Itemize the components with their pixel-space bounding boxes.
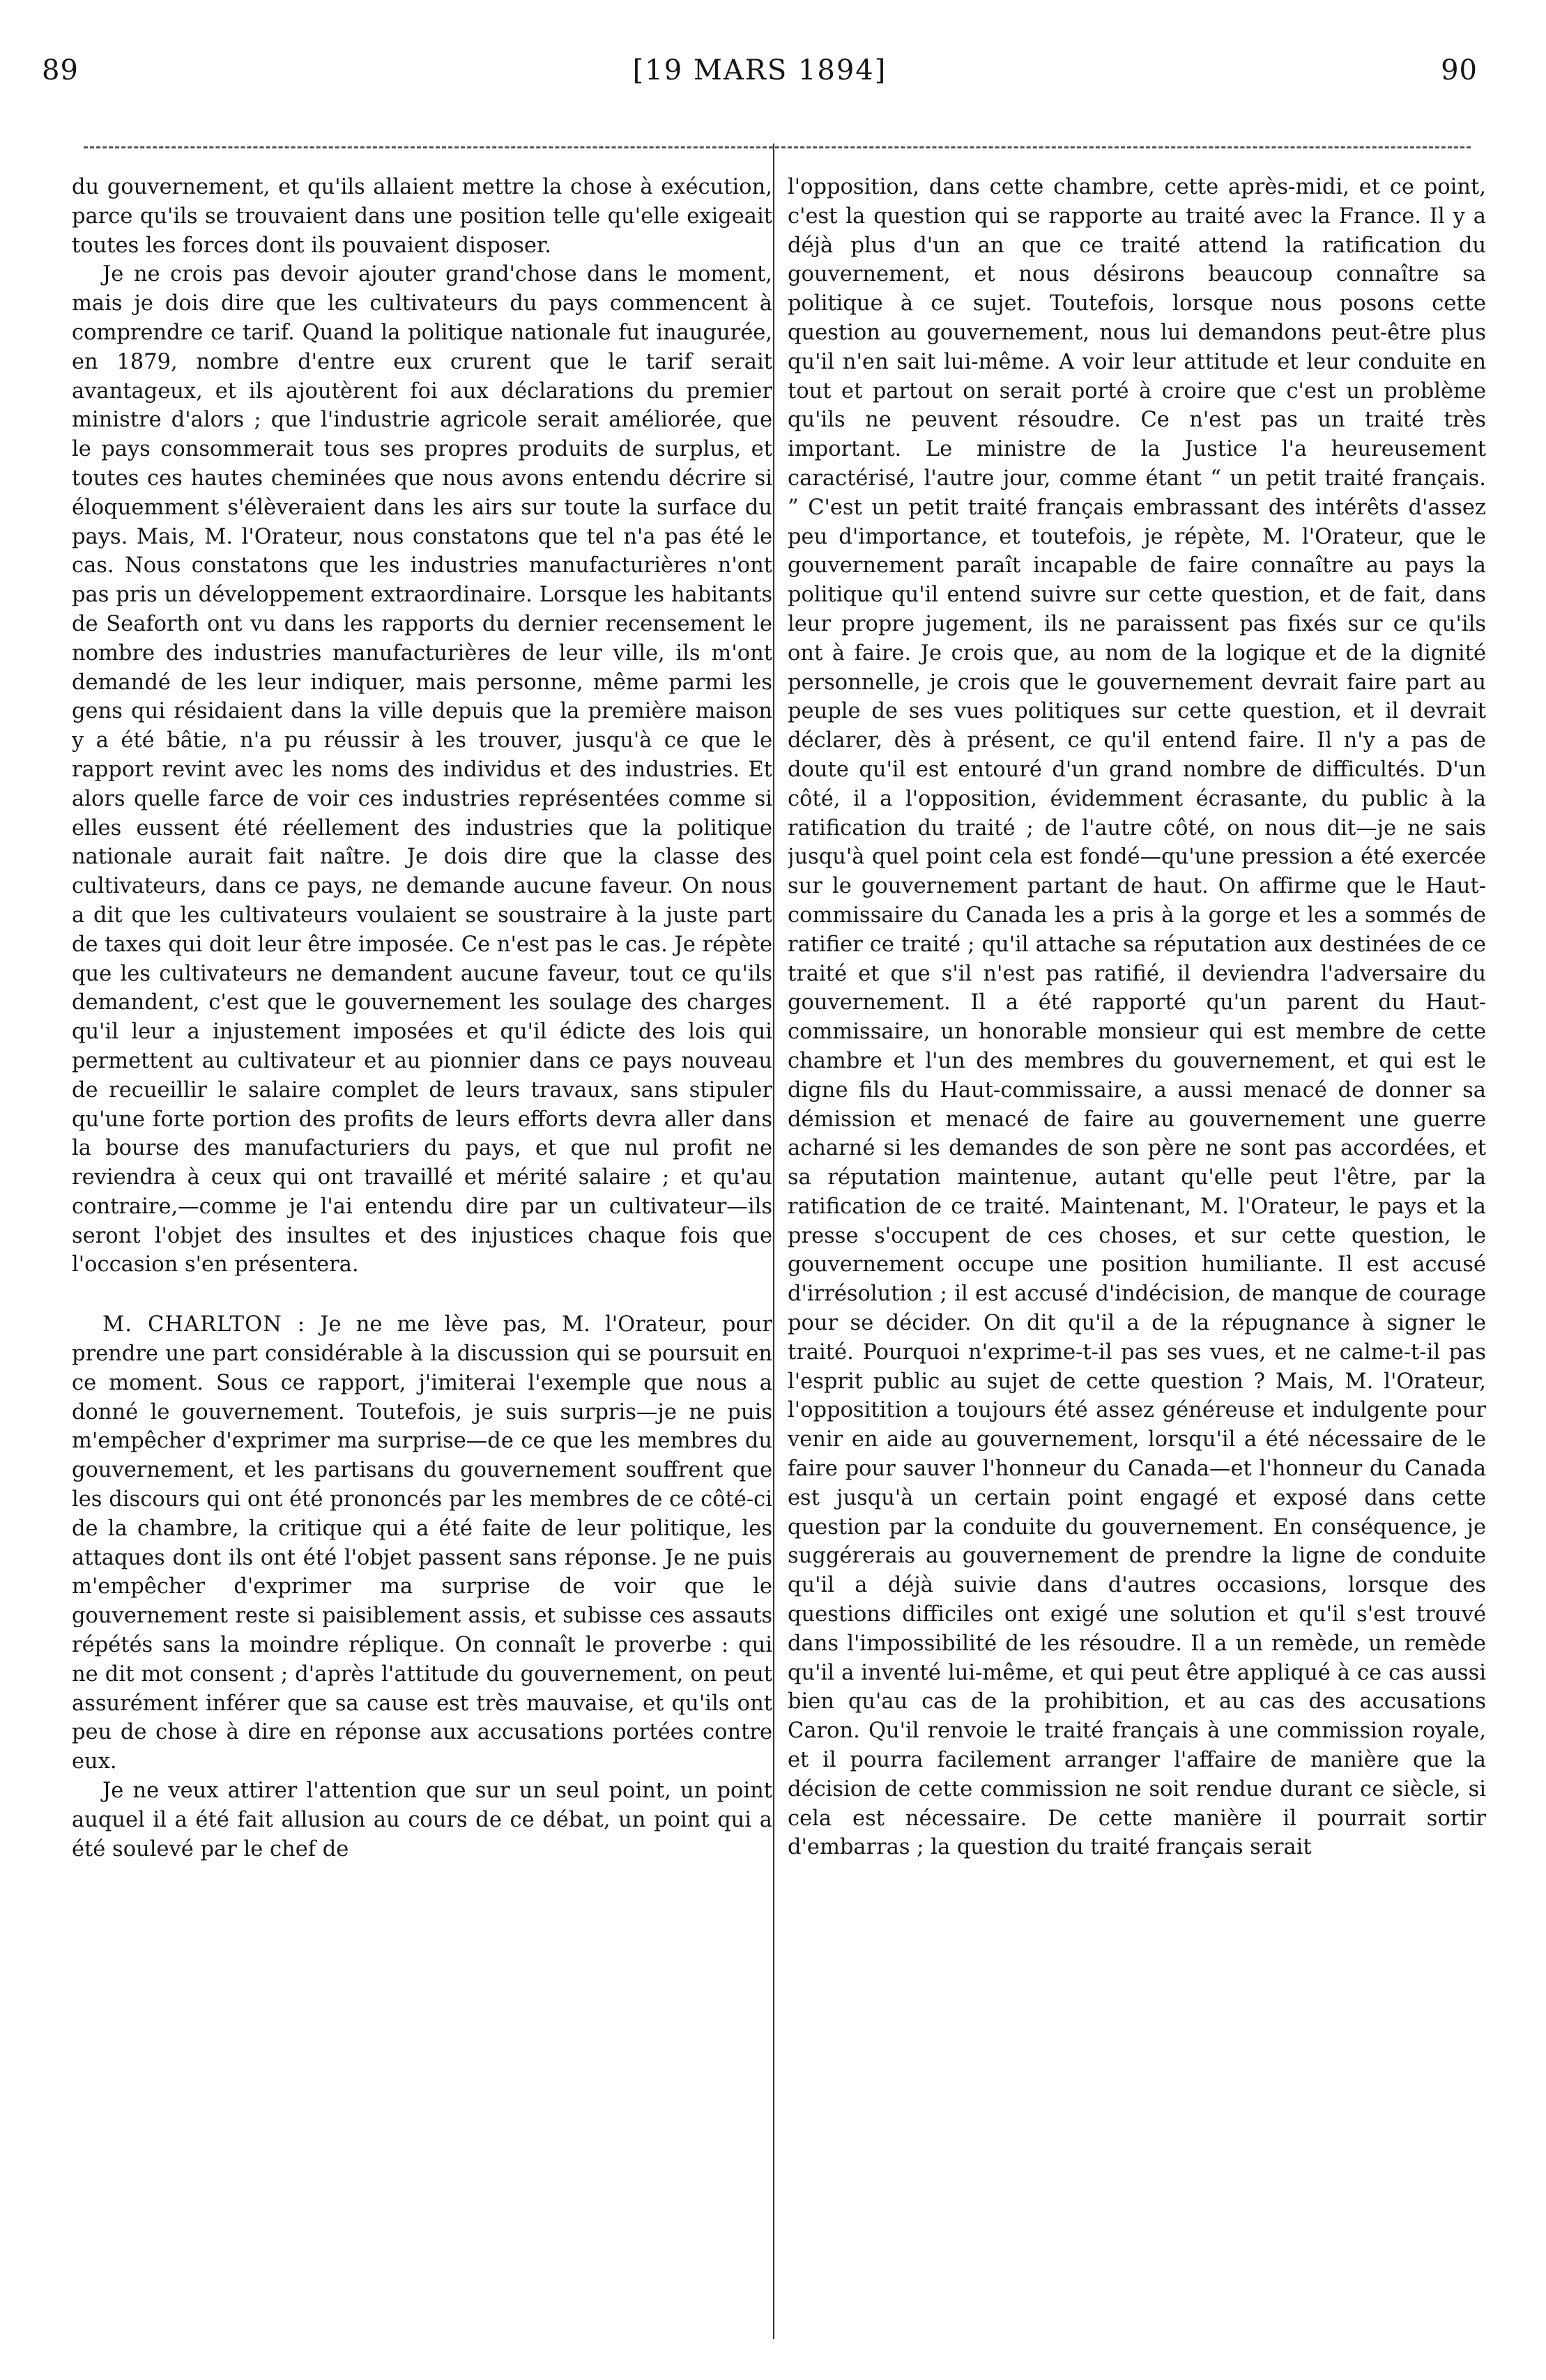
page-date-title: [19 MARS 1894] — [632, 54, 887, 86]
speaker-name: M. CHARLTON : — [102, 1312, 306, 1337]
charlton-speech — [72, 1310, 772, 1776]
left-paragraph-2: Je ne crois pas devoir ajouter grand'chose dans le moment, mais je dois dire que les cultivateurs du pays commencent à comprendre ce tarif. Quand la politique nationale fut inaugurée, en 1879, nombre d'entre eux crurent que le tarif serait avantageux, et ils ajoutèrent foi aux déclarations du premier ministre d'alors ; que l'industrie agricole serait améliorée, que le pays consommerait tous ses propres produits de surplus, et toutes ces hautes cheminées que nous avons entendu décrire si éloquemment s'élèveraient dans les airs sur toute la surface du pays. Mais, M. l'Orateur, nous constatons que tel n'a pas été le cas. Nous constatons que les industries manufacturières n'ont pas pris un développement extraordinaire. Lorsque les habitants de Seaforth ont vu dans les rapports du dernier recensement le nombre des industries manufacturières de leur ville, ils m'ont demandé de les leur indiquer, mais personne, même parmi les gens qui résidaient dans la ville depuis que la première maison y a été bâtie, n'a pu réussir à les trouver, jusqu'à ce que le rapport revint avec les noms des individus et des industries. Et alors quelle farce de voir ces industries représentées comme si elles eussent été réellement des industries que la politique nationale aurait fait naître. Je dois dire que la classe des cultivateurs, dans ce pays, ne demande aucune faveur. On nous a dit que les cultivateurs voulaient se soustraire à la juste part de taxes qui doit leur être imposée. Ce n'est pas le cas. Je répète que les cultivateurs ne demandent aucune faveur, tout ce qu'ils demandent, c'est que le gouvernement les soulage des charges qu'il leur a injustement imposées et qu'il édicte des lois qui permettent au cultivateur et au pionnier dans ce pays nouveau de recueillir le salaire complet de leurs travaux, sans stipuler qu'une forte portion des profits de leurs efforts devra aller dans la bourse des manufacturiers du pays, et que nul profit ne reviendra à ceux qui ont travaillé et mérité salaire ; et qu'au contraire,—comme je l'ai entendu dire par un cultivateur—ils seront l'objet des insultes et des injustices chaque fois que l'occasion s'en présentera. — [72, 262, 772, 1277]
page-header — [42, 54, 1478, 103]
left-page-number: 89 — [42, 54, 79, 86]
right-column — [788, 173, 1486, 2354]
right-paragraph-1: l'opposition, dans cette chambre, cette après-midi, et ce point, c'est la question qui se rapporte au traité avec la France. Il y a déjà plus d'un an que ce traité attend la ratification du gouvernement, et nous désirons beaucoup connaître sa politique à ce sujet. Toutefois, lorsque nous posons cette question au gouvernement, nous lui demandons peut-être plus qu'il n'en sait lui-même. A voir leur attitude et leur conduite en tout et partout on serait porté à croire que c'est un problème qu'ils ne peuvent résoudre. Ce n'est pas un traité très important. Le ministre de la Justice l'a heureusement caractérisé, l'autre jour, comme étant “ un petit traité français. ” C'est un petit traité français embrassant des intérêts d'assez peu d'importance, et toutefois, je répète, M. l'Orateur, que le gouvernement paraît incapable de faire connaître au pays la politique qu'il entend suivre sur cette question, et de fait, dans leur propre jugement, ils ne paraissent pas fixés sur ce qu'ils ont à faire. Je crois que, au nom de la logique et de la dignité personnelle, je crois que le gouvernement devrait faire part au peuple de ses vues politiques sur cette question, et il devrait déclarer, dès à présent, ce qu'il entend faire. Il n'y a pas de doute qu'il est entouré d'un grand nombre de difficultés. D'un côté, il a l'opposition, évidemment écrasante, du public à la ratification du traité ; de l'autre côté, on nous dit—je ne sais jusqu'à quel point cela est fondé—qu'une pression a été exercée sur le gouvernement partant de haut. On affirme que le Haut-commissaire du Canada les a pris à la gorge et les a sommés de ratifier ce traité ; qu'il attache sa réputation aux destinées de ce traité et que s'il n'est pas ratifié, il deviendra l'adversaire du gouvernement. Il a été rapporté qu'un parent du Haut-commissaire, un honorable monsieur qui est membre de cette chambre et l'un des membres du gouvernement, et qui est le digne fils du Haut-commissaire, a aussi menacé de donner sa démission et menacé de faire au gouvernement une guerre acharné si les demandes de son père ne sont pas accordées, et sa réputation maintenue, autant qu'elle peut l'être, par la ratification de ce traité. Maintenant, M. l'Orateur, le pays et la presse s'occupent de ces choses, et sur cette question, le gouvernement occupe une position humiliante. Il est accusé d'irrésolution ; il est accusé d'indécision, de manque de courage pour se décider. On dit qu'il a de la répugnance à signer le traité. Pourquoi n'exprime-t-il pas ses vues, et ne calme-t-il pas l'esprit public au sujet de cette question ? Mais, M. l'Orateur, l'oppositition a toujours été assez généreuse et indulgente pour venir en aide au gouvernement, lorsqu'il a été nécessaire de le faire pour sauver l'honneur du Canada—et l'honneur du Canada est jusqu'à un certain point engagé et exposé dans cette question par la conduite du gouvernement. En conséquence, je suggérerais au gouvernement de prendre la ligne de conduite qu'il a déjà suivie dans d'autres occasions, lorsque des questions difficiles ont exigé une solution et qu'il s'est trouvé dans l'impossibilité de les résoudre. Il a un remède, un remède qu'il a inventé lui-même, et qui peut être appliqué à ce cas aussi bien qu'au cas de la prohibition, et au cas des accusations Caron. Qu'il renvoie le traité français à une commission royale, et il pourra facilement arranger l'affaire de manière que la décision de cette commission ne soit rendue durant ce siècle, si cela est nécessaire. De cette manière il pourrait sortir d'embarras ; la question du traité français serait — [788, 175, 1486, 1860]
column-divider — [773, 144, 774, 2339]
left-paragraph-4: Je ne veux attirer l'attention que sur un seul point, un point auquel il a été fait allusion au cours de ce débat, un point qui a été soulevé par le chef de — [72, 1779, 772, 1861]
right-page-number: 90 — [1441, 54, 1478, 86]
header-rule — [84, 146, 1471, 148]
left-paragraph-1: du gouvernement, et qu'ils allaient mettre la chose à exécution, parce qu'ils se trouvaient dans une position telle qu'elle exigeait toutes les forces dont ils pouvaient disposer. — [72, 175, 772, 258]
left-column — [72, 173, 772, 2354]
left-paragraph-3: Je ne me lève pas, M. l'Orateur, pour prendre une part considérable à la discussion qui se poursuit en ce moment. Sous ce rapport, j'imiterai l'exemple que nous a donné le gouvernement. Toutefois, je suis surpris—je ne puis m'empêcher d'exprimer ma surprise—de ce que les membres du gouvernement, et les partisans du gouvernement souffrent que les discours qui ont été prononcés par les membres de ce côté-ci de la chambre, la critique qui a été faite de leur politique, les attaques dont ils ont été l'objet passent sans réponse. Je ne puis m'empêcher d'exprimer ma surprise de voir que le gouvernement reste si paisiblement assis, et subisse ces assauts répétés sans la moindre réplique. On connaît le proverbe : qui ne dit mot consent ; d'après l'attitude du gouvernement, on peut assurément inférer que sa cause est très mauvaise, et qu'ils ont peu de chose à dire en réponse aux accusations portées contre eux. — [72, 1312, 772, 1774]
